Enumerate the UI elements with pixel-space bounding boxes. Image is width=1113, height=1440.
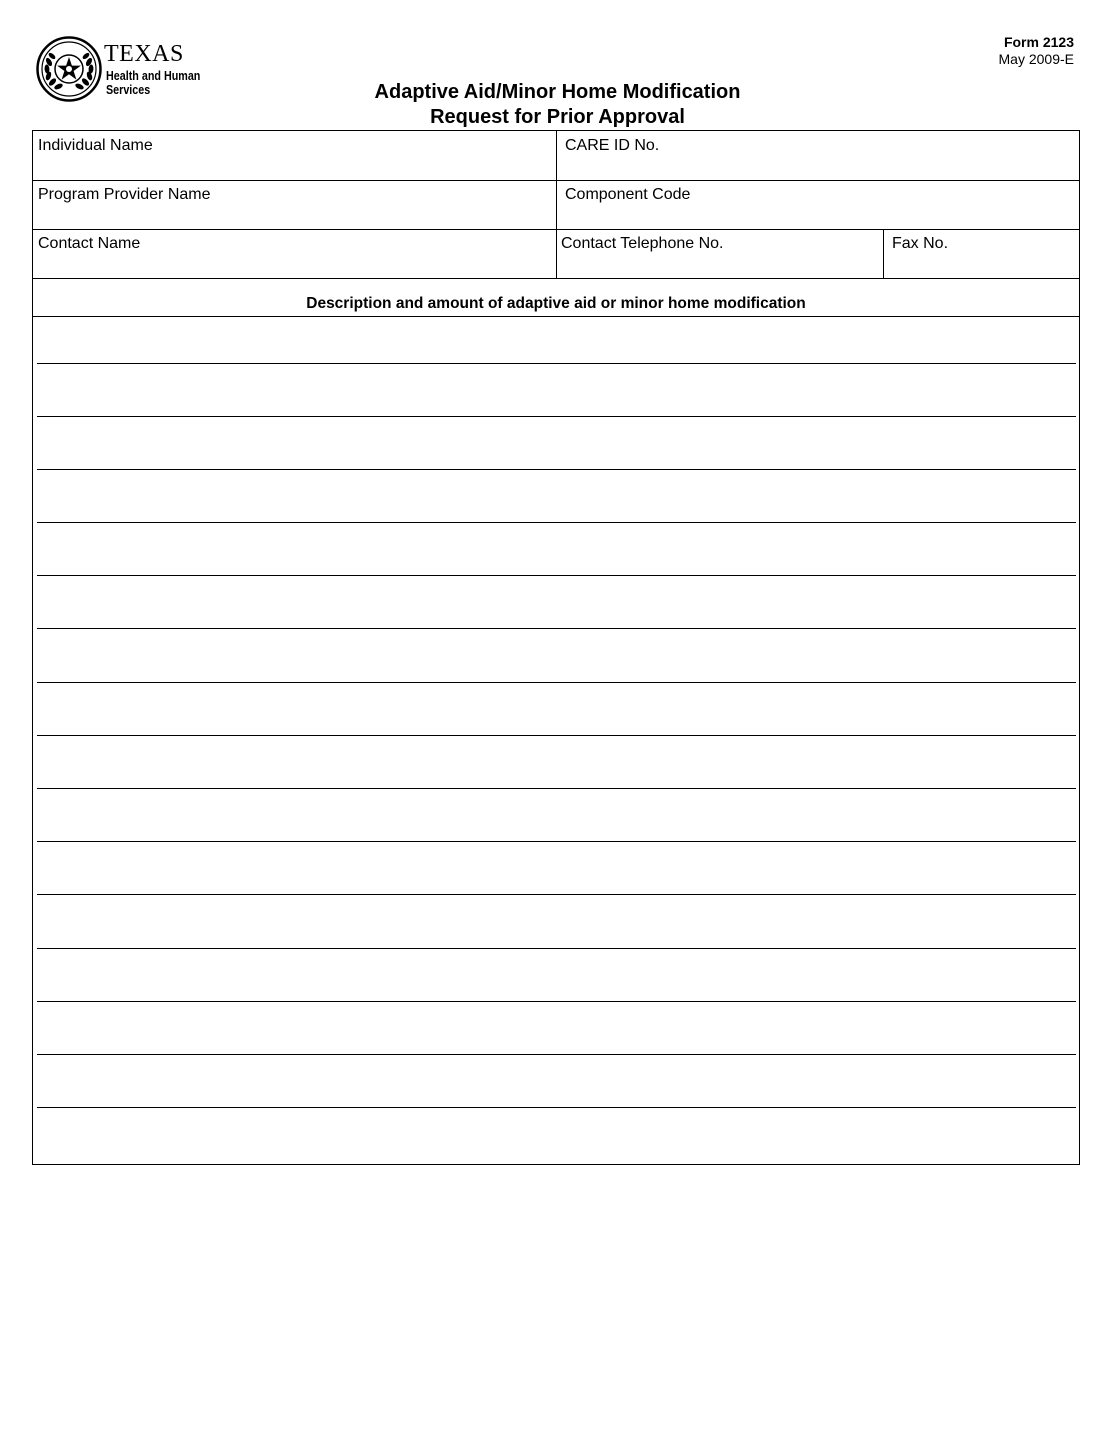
- form-number: Form 2123: [1003, 34, 1074, 50]
- description-writing-line: [37, 682, 1076, 683]
- fax-field[interactable]: [884, 230, 1079, 278]
- logo-agency-line1: Health and Human: [106, 69, 201, 83]
- contact-telephone-label: Contact Telephone No.: [561, 235, 724, 252]
- form-identifier: [999, 34, 1074, 68]
- care-id-label: CARE ID No.: [565, 137, 660, 154]
- description-writing-line: [37, 948, 1076, 949]
- request-form: [32, 130, 1080, 1165]
- description-textarea[interactable]: [33, 317, 1079, 1164]
- program-provider-name-label: Program Provider Name: [38, 186, 211, 203]
- fax-label: Fax No.: [892, 235, 949, 252]
- contact-telephone-field[interactable]: [557, 230, 883, 278]
- logo-wordmark: TEXAS: [104, 41, 184, 67]
- description-writing-line: [37, 628, 1076, 629]
- individual-name-label: Individual Name: [38, 137, 153, 154]
- description-writing-line: [37, 1001, 1076, 1002]
- logo-agency-line2: Services: [106, 83, 151, 97]
- component-code-field[interactable]: [557, 181, 1079, 229]
- description-writing-line: [37, 469, 1076, 470]
- description-writing-line: [37, 575, 1076, 576]
- contact-name-field[interactable]: [33, 230, 556, 278]
- description-writing-line: [37, 1054, 1076, 1055]
- form-title-line1: Adaptive Aid/Minor Home Modification: [374, 81, 741, 103]
- description-writing-line: [37, 841, 1076, 842]
- program-provider-name-field[interactable]: [33, 181, 556, 229]
- description-writing-line: [37, 522, 1076, 523]
- form-title-line2: Request for Prior Approval: [430, 106, 685, 128]
- description-writing-line: [37, 1107, 1076, 1108]
- description-writing-line: [37, 416, 1076, 417]
- description-writing-line: [37, 363, 1076, 364]
- form-revision-date: May 2009-E: [998, 51, 1074, 67]
- care-id-field[interactable]: [557, 131, 1079, 180]
- description-writing-line: [37, 735, 1076, 736]
- description-writing-line: [37, 788, 1076, 789]
- description-section-heading: Description and amount of adaptive aid or minor home modification: [306, 295, 806, 312]
- component-code-label: Component Code: [565, 186, 691, 203]
- individual-name-field[interactable]: [33, 131, 556, 180]
- contact-name-label: Contact Name: [38, 235, 141, 252]
- description-writing-line: [37, 894, 1076, 895]
- form-title: [0, 80, 1113, 130]
- row-divider: [33, 278, 1079, 279]
